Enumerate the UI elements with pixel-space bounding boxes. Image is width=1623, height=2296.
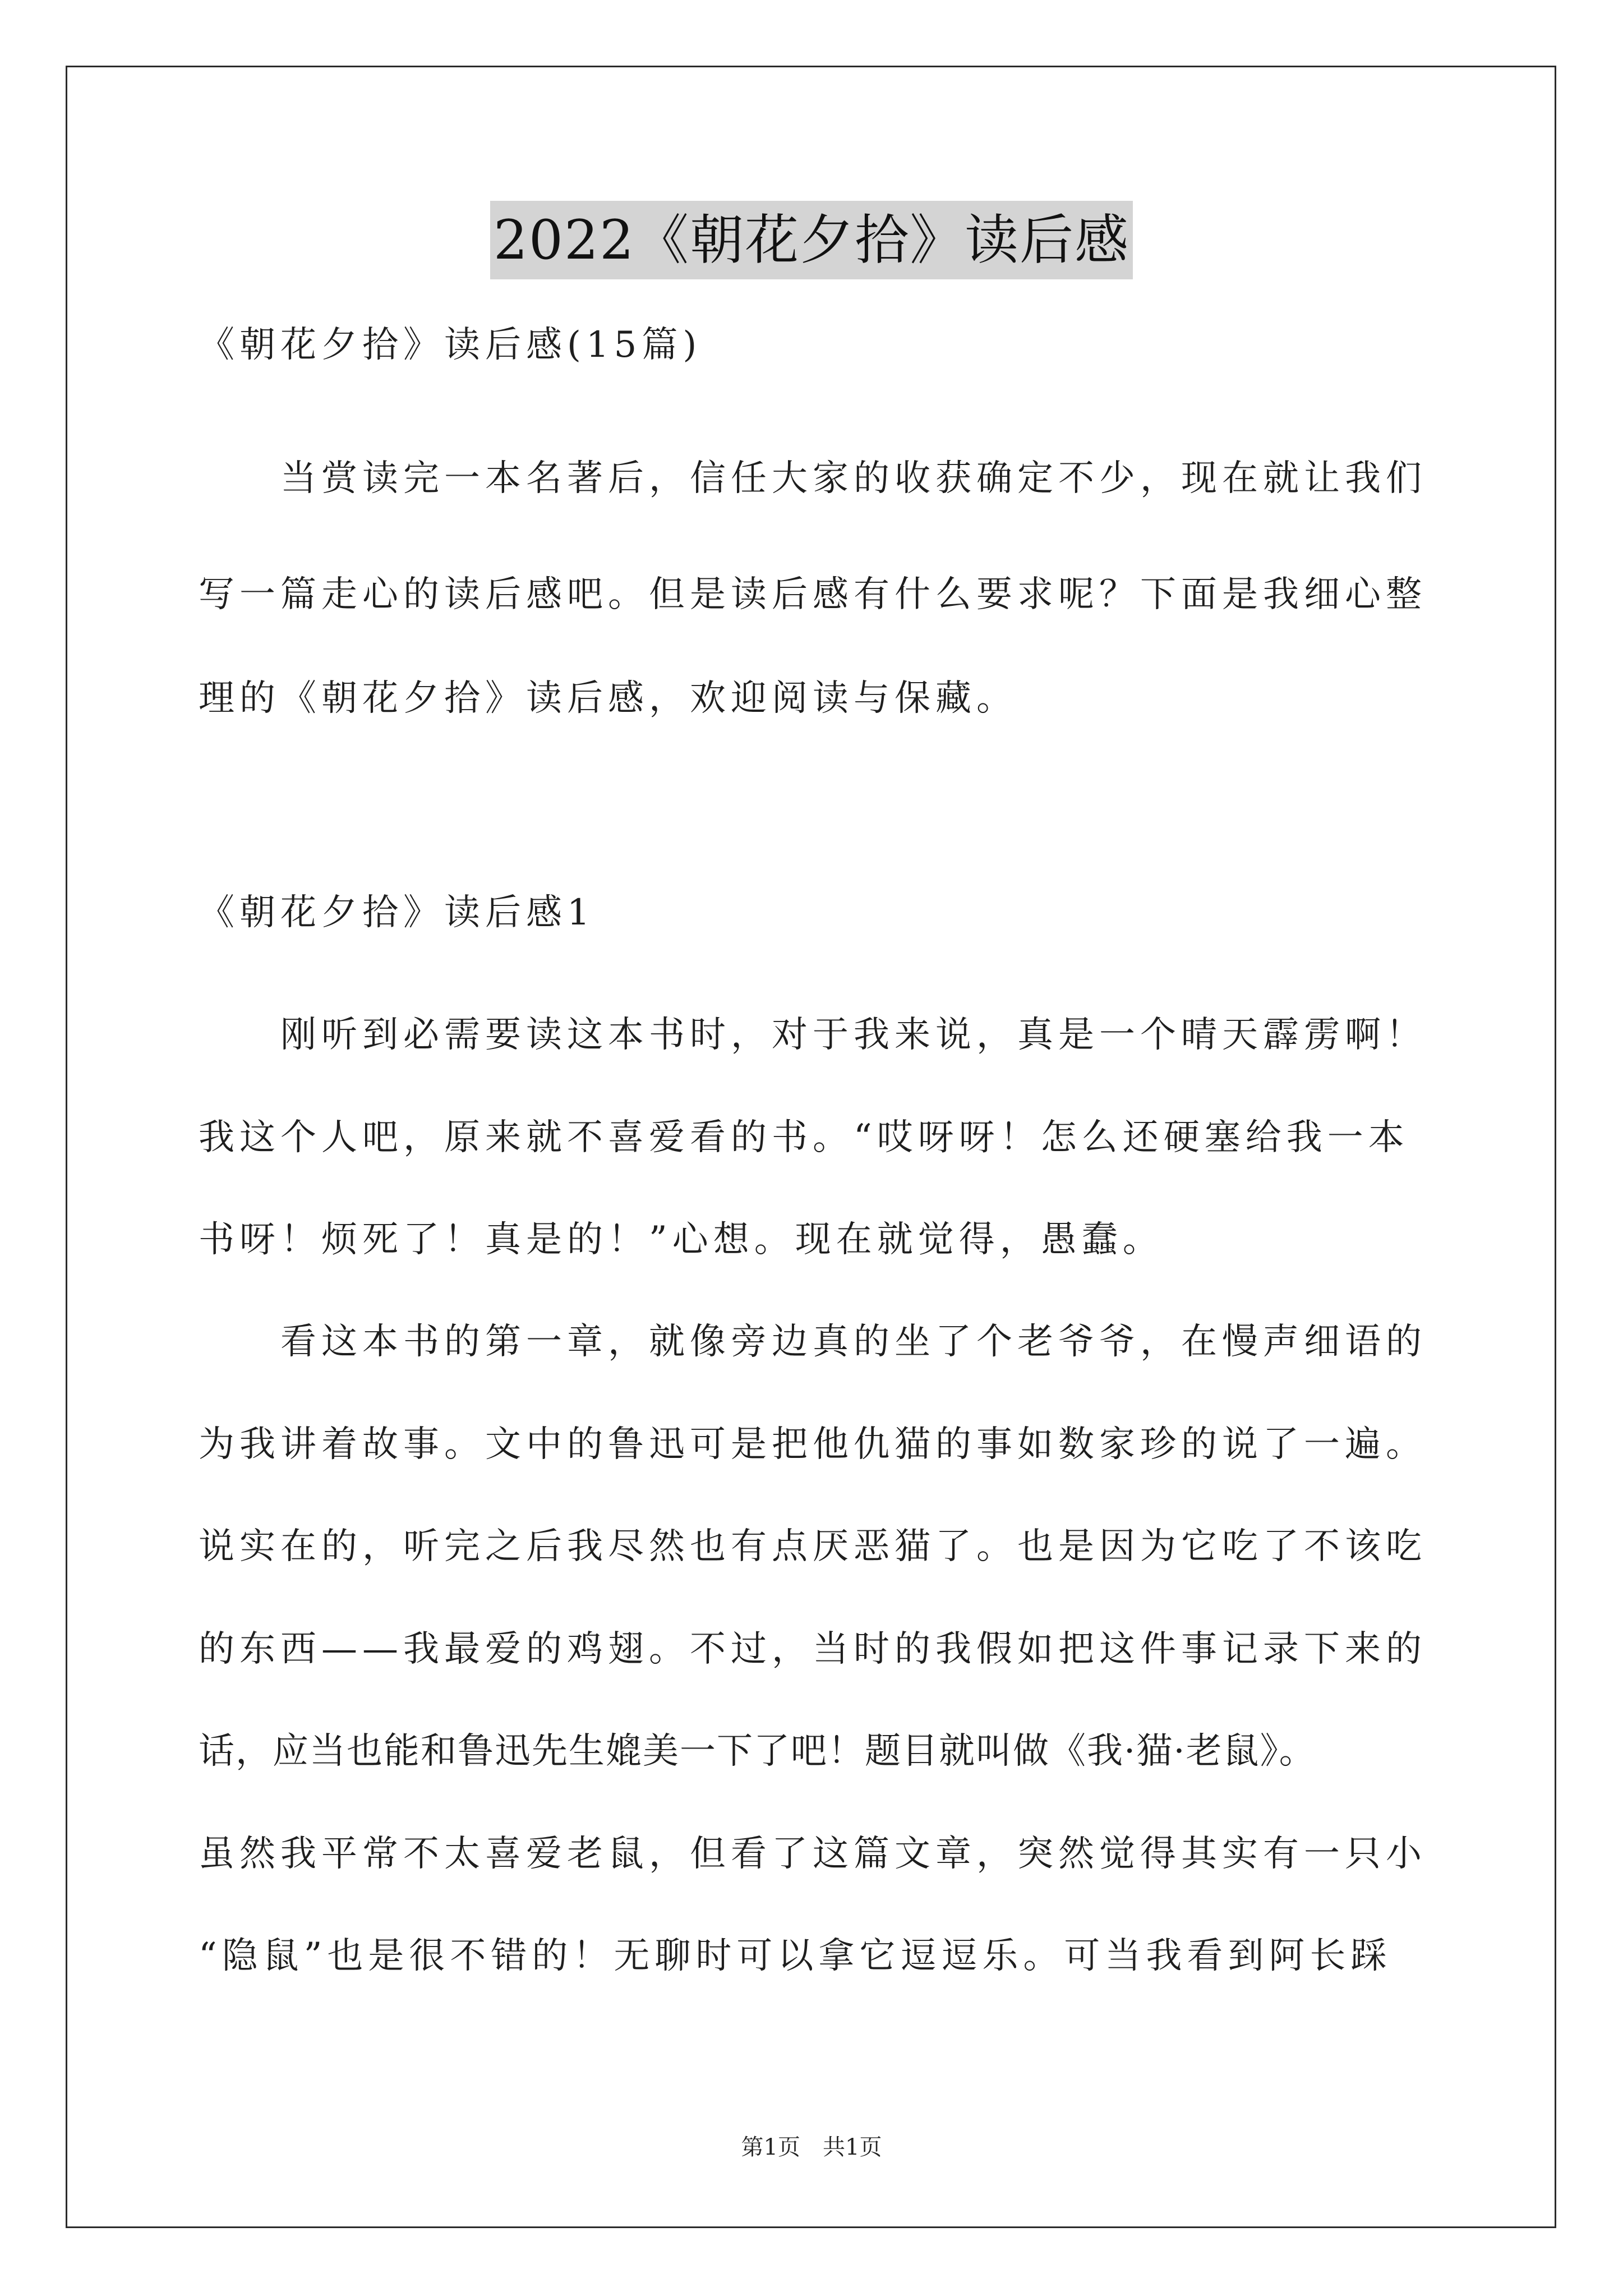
intro-line-1: 当赏读完一本名著后，信任大家的收获确定不少，现在就让我们 (280, 458, 1427, 499)
page-footer: 第1页 共1页 (741, 2134, 882, 2160)
paragraph2-line-6: 虽然我平常不太喜爱老鼠，但看了这篇文章，突然觉得其实有一只小 (199, 1833, 1427, 1875)
intro-line-3: 理的《朝花夕拾》读后感，欢迎阅读与保藏。 (199, 678, 1017, 719)
paragraph2-line-1: 看这本书的第一章，就像旁边真的坐了个老爷爷，在慢声细语的 (280, 1321, 1427, 1363)
document-subtitle: 《朝花夕拾》读后感(15篇) (199, 324, 702, 366)
section-heading: 《朝花夕拾》读后感1 (199, 892, 595, 933)
intro-line-2: 写一篇走心的读后感吧。但是读后感有什么要求呢？下面是我细心整 (199, 574, 1427, 615)
paragraph1-line-1: 刚听到必需要读这本书时，对于我来说，真是一个晴天霹雳啊！ (280, 1014, 1427, 1056)
paragraph1-line-2: 我这个人吧，原来就不喜爱看的书。“哎呀呀！怎么还硬塞给我一本 (199, 1117, 1409, 1158)
paragraph1-line-3: 书呀！烦死了！真是的！”心想。现在就觉得，愚蠢。 (199, 1219, 1164, 1260)
paragraph2-line-2: 为我讲着故事。文中的鲁迅可是把他仇猫的事如数家珍的说了一遍。 (199, 1424, 1427, 1465)
paragraph2-line-5: 话，应当也能和鲁迅先生媲美一下了吧！题目就叫做《我·猫·老鼠》。 (199, 1731, 1316, 1772)
paragraph2-line-4: 的东西——我最爱的鸡翅。不过，当时的我假如把这件事记录下来的 (199, 1628, 1427, 1670)
paragraph2-line-3: 说实在的，听完之后我尽然也有点厌恶猫了。也是因为它吃了不该吃 (199, 1526, 1427, 1567)
document-title: 2022《朝花夕拾》读后感 (490, 201, 1133, 279)
title-container (0, 201, 1623, 279)
paragraph2-line-7: “隐鼠”也是很不错的！无聊时可以拿它逗逗乐。可当我看到阿长踩 (199, 1935, 1392, 1977)
